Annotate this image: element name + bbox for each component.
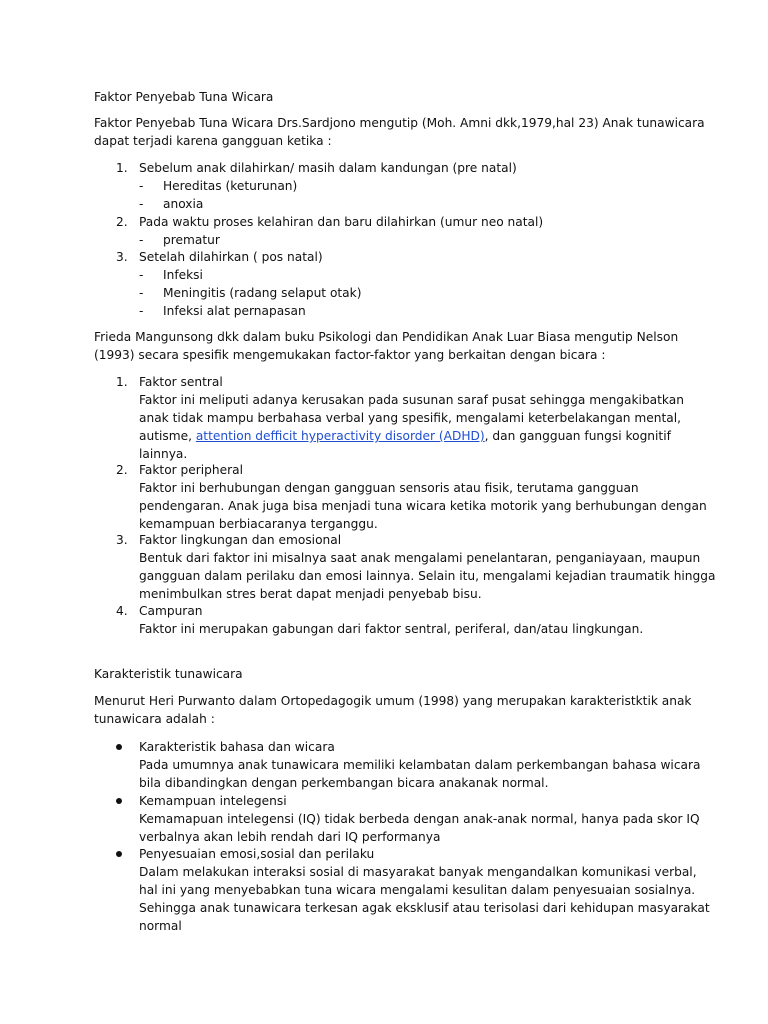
intro-paragraph-mangunsong <box>94 328 684 364</box>
paragraph-line: Menurut Heri Purwanto dalam Ortopedagogik umum (1998) yang merupakan karakteristktik anak <box>94 694 692 708</box>
section-heading-causes: Faktor Penyebab Tuna Wicara <box>94 90 274 104</box>
factor-title: Faktor sentral <box>139 375 223 389</box>
list-number: 2. <box>116 215 128 229</box>
factor-title: Campuran <box>139 604 203 618</box>
factor-line: anak tidak mampu berbahasa verbal yang spesifik, mengalami keterbelakangan mental, <box>139 411 682 425</box>
paragraph-line: (1993) secara spesifik mengemukakan factor-faktor yang berkaitan dengan bicara : <box>94 348 606 362</box>
factor-environment <box>139 531 715 603</box>
characteristic-line: Pada umumnya anak tunawicara memiliki kelambatan dalam perkembangan bahasa wicara <box>139 758 701 772</box>
list-number: 1. <box>116 161 128 175</box>
sub-list-item: Infeksi <box>163 268 203 282</box>
factor-line: pendengaran. Anak juga bisa menjadi tuna wicara ketika motorik yang berhubungan dengan <box>139 499 707 513</box>
sub-list-item: Meningitis (radang selaput otak) <box>163 286 362 300</box>
factor-line: lainnya. <box>139 447 188 461</box>
factor-central <box>139 373 684 463</box>
bullet-icon <box>116 798 122 804</box>
text-span: , dan gangguan fungsi kognitif <box>484 429 671 443</box>
list-item-label: Pada waktu proses kelahiran dan baru dilahirkan (umur neo natal) <box>139 215 544 229</box>
characteristic-title: Karakteristik bahasa dan wicara <box>139 740 335 754</box>
dash-marker: - <box>139 268 144 282</box>
list-number: 3. <box>116 250 128 264</box>
bullet-icon <box>116 744 122 750</box>
adhd-link[interactable]: attention defficit hyperactivity disorder (ADHD) <box>195 429 485 443</box>
characteristic-line: Kemamapuan intelegensi (IQ) tidak berbeda dengan anak-anak normal, hanya pada skor IQ <box>139 812 700 826</box>
characteristic-line: Sehingga anak tunawicara terkesan agak eksklusif atau terisolasi dari kehidupan masyarakat <box>139 901 710 915</box>
factor-line: Faktor ini berhubungan dengan gangguan sensoris atau fisik, terutama gangguan <box>139 481 639 495</box>
characteristic-line: Dalam melakukan interaksi sosial di masyarakat banyak mengandalkan komunikasi verbal, <box>139 865 697 879</box>
list-number: 1. <box>116 375 128 389</box>
dash-marker: - <box>139 179 144 193</box>
intro-paragraph-sardjono <box>94 114 705 150</box>
list-number: 4. <box>116 604 128 618</box>
factor-line: Bentuk dari faktor ini misalnya saat anak mengalami penelantaran, penganiayaan, maupun <box>139 551 701 565</box>
dash-marker: - <box>139 197 144 211</box>
list-number: 2. <box>116 463 128 477</box>
factor-peripheral <box>139 461 707 533</box>
characteristic-language <box>139 738 700 792</box>
characteristic-title: Kemampuan intelegensi <box>139 794 287 808</box>
factor-line: gangguan dalam perilaku dan emosi lainnya. Selain itu, mengalami kejadian traumatik hingga <box>139 569 716 583</box>
dash-marker: - <box>139 286 144 300</box>
characteristic-social <box>139 845 710 935</box>
factor-line-with-link <box>139 427 684 445</box>
text-span: autisme, <box>139 429 196 443</box>
factor-line: Faktor ini merupakan gabungan dari faktor sentral, periferal, dan/atau lingkungan. <box>139 622 644 636</box>
characteristic-line: normal <box>139 919 182 933</box>
factor-title: Faktor peripheral <box>139 463 243 477</box>
dash-marker: - <box>139 233 144 247</box>
factor-title: Faktor lingkungan dan emosional <box>139 533 342 547</box>
paragraph-line: tunawicara adalah : <box>94 712 215 726</box>
sub-list-item: Infeksi alat pernapasan <box>163 304 306 318</box>
characteristic-line: hal ini yang menyebabkan tuna wicara mengalami kesulitan dalam penyesuaian sosialnya. <box>139 883 696 897</box>
factor-line: menimbulkan stres berat dapat menjadi penyebab bisu. <box>139 587 482 601</box>
intro-paragraph-purwanto <box>94 692 692 728</box>
paragraph-line: Faktor Penyebab Tuna Wicara Drs.Sardjono mengutip (Moh. Amni dkk,1979,hal 23) Anak tunawicara <box>94 116 705 130</box>
list-item-label: Setelah dilahirkan ( pos natal) <box>139 250 323 264</box>
factor-line: kemampuan berbiacaranya terganggu. <box>139 517 378 531</box>
paragraph-line: dapat terjadi karena gangguan ketika : <box>94 134 332 148</box>
characteristic-line: verbalnya akan lebih rendah dari IQ performanya <box>139 830 441 844</box>
factor-mixed <box>139 602 643 638</box>
characteristic-intelligence <box>139 792 700 846</box>
list-number: 3. <box>116 533 128 547</box>
paragraph-line: Frieda Mangunsong dkk dalam buku Psikologi dan Pendidikan Anak Luar Biasa mengutip Nelson <box>94 330 679 344</box>
list-item-label: Sebelum anak dilahirkan/ masih dalam kandungan (pre natal) <box>139 161 517 175</box>
bullet-icon <box>116 851 122 857</box>
section-heading-characteristics: Karakteristik tunawicara <box>94 667 243 681</box>
characteristic-line: bila dibandingkan dengan perkembangan bicara anakanak normal. <box>139 776 549 790</box>
factor-line: Faktor ini meliputi adanya kerusakan pada susunan saraf pusat sehingga mengakibatkan <box>139 393 684 407</box>
sub-list-item: Hereditas (keturunan) <box>163 179 298 193</box>
sub-list-item: prematur <box>163 233 220 247</box>
sub-list-item: anoxia <box>163 197 204 211</box>
dash-marker: - <box>139 304 144 318</box>
characteristic-title: Penyesuaian emosi,sosial dan perilaku <box>139 847 375 861</box>
